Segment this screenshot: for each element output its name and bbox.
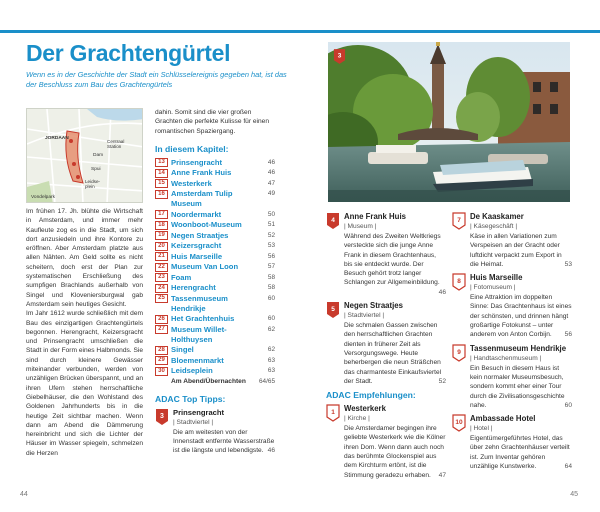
toc-row[interactable] [155,168,275,178]
highlight-entry[interactable] [326,404,446,480]
toc-page: 46 [267,169,275,177]
toc-page: 56 [267,252,275,260]
toc-number: 28 [155,346,168,355]
toc-page: 60 [267,294,275,302]
top-rule [300,30,600,33]
toc-page: 51 [267,221,275,229]
toc-title: Woonboot-Museum [171,220,242,230]
toc-title: Tassenmuseum Hendrikje [171,293,228,313]
toc-page: 50 [267,210,275,218]
entry-description [344,424,446,480]
svg-text:10: 10 [455,419,463,427]
toc-page: 58 [267,284,275,292]
toc-row[interactable] [155,294,275,314]
body-continuation: dahin. Somit sind die vier großen Grachten die perfekte Kulisse für einen romantischen Spaziergang. [155,109,269,135]
highlight-entry[interactable] [452,344,572,410]
district-map [26,108,143,203]
recommendations-heading: ADAC Empfehlungen: [326,390,416,401]
toc-number: 22 [155,263,168,272]
toc-page: 62 [267,325,275,333]
toc-title: Het Grachtenhuis [171,314,235,324]
top-rule [0,30,300,33]
toc-number: 29 [155,356,168,365]
toc-page: 46 [267,158,275,166]
toc-number: 26 [155,315,168,324]
map-marker-icon [452,212,466,230]
toc-extra-label: Am Abend/Übernachten [171,377,246,385]
toc-number: 18 [155,221,168,230]
chapter-contents-list [155,158,275,377]
entry-page: 64 [564,463,572,471]
entry-text: Eine Attraktion im doppelten Sinne: Das Grachtenhaus ist eines der schönsten, und drinnen hängt großartige Fotokunst – unter anderem von Anton Corbijn. [470,294,572,339]
toc-title: Negen Straatjes [171,230,229,240]
chapter-intro: Wenn es in der Geschichte der Stadt ein Schlüsselereignis gegeben hat, ist das der Beschluss zum Bau des Grachtengürtels [26,70,287,89]
entry-category: | Kirche | [344,415,370,423]
toc-title: Leidseplein [171,366,213,376]
toc-page: 63 [267,367,275,375]
highlight-entry[interactable] [452,414,572,471]
toc-row[interactable] [155,345,275,355]
toc-page: 53 [267,242,275,250]
toc-number: 25 [155,294,168,303]
toc-row[interactable] [155,241,275,251]
canal-photo [328,42,570,202]
map-label-vondelpark: Vondelpark [31,195,56,200]
map-label-centraal: Centraal Station [107,139,125,150]
toc-title: Bloemenmarkt [171,355,224,365]
toc-row[interactable] [155,252,275,262]
map-label-spui: Spui [91,167,101,172]
entry-title: Huis Marseille [470,273,523,283]
toc-title: Huis Marseille [171,251,223,261]
toc-title: Noordermarkt [171,209,222,219]
toc-page: 49 [267,190,275,198]
tip-description [173,428,275,456]
toc-title: Keizersgracht [171,241,222,251]
toc-number: 13 [155,158,168,167]
toc-page: 63 [267,356,275,364]
entry-title: Negen Straatjes [344,301,403,311]
map-label-dam: Dam [93,153,104,158]
map-label-leidseplein: Leidse-plein [85,179,101,190]
chapter-contents-heading: In diesem Kapitel: [155,143,229,154]
map-marker-icon [452,273,466,291]
map-label-jordaan: JORDAAN [45,136,69,141]
toc-row[interactable] [155,366,275,376]
toc-page: 47 [267,179,275,187]
tip-badge-number: 3 [160,412,164,420]
entry-text: Während des Zweiten Weltkriegs versteckte sich die junge Anne Frank in diesem Grachtenhaus, bis sie entdeckt wurde. Der Besuch gehört trotz langer Schlangen zur Allgemeinbildung. [344,233,441,287]
entry-text: Die Amsterdamer begingen ihre geliebte Westerkerk wie die Kölner ihren Dom. Wenn dann auch noch das berühmte Glockenspiel aus dem Kirchturm ertönt, ist die Stimmung geradezu erhaben. [344,425,446,479]
entry-page: 60 [564,401,572,409]
entry-category: | Hotel | [470,425,493,433]
toc-row[interactable] [155,273,275,283]
toc-row[interactable] [155,314,275,324]
toc-title: Herengracht [171,283,216,293]
toc-number: 30 [155,367,168,376]
map-marker-icon [326,301,340,319]
body-column-2 [155,108,275,456]
highlights-column-b [452,212,572,475]
highlight-entry[interactable] [326,212,446,297]
toc-page: 62 [267,346,275,354]
entry-description [470,293,572,339]
entry-title: Anne Frank Huis [344,212,406,221]
entry-text: Käse in allen Variationen zum Verspeisen an der Gracht oder luftdicht verpackt zum Export in die Heimat. [470,233,562,268]
toc-page: 58 [267,273,275,281]
toc-title: Foam [171,272,192,282]
toc-number: 23 [155,273,168,282]
toc-page: 60 [267,315,275,323]
toc-number: 21 [155,252,168,261]
toc-page: 52 [267,231,275,239]
entry-title: Ambassade Hotel [470,414,536,424]
toc-extra-page: 64/65 [259,377,275,385]
entry-page: 47 [438,471,446,479]
tip-text: Die am weitesten von der Innenstadt entfernte Wasserstraße ist die längste und lebendigste. [173,428,275,455]
entry-description [344,321,446,386]
toc-row[interactable] [155,189,275,209]
map-marker-icon [326,404,340,422]
toc-page: 57 [267,263,275,271]
toc-title: Anne Frank Huis [171,168,232,178]
toc-number: 24 [155,284,168,293]
highlights-column-a [326,212,446,484]
toc-title: Museum Willet-Holthuysen [171,324,227,344]
page-number-left: 44 [20,491,28,498]
map-marker-icon [155,408,169,426]
toc-row[interactable] [155,262,275,272]
toc-row[interactable] [155,325,275,345]
tip-page: 46 [267,447,275,455]
entry-description [470,434,572,471]
map-marker-icon [452,344,466,362]
body-column-1: Im frühen 17. Jh. blühte die Wirtschaft in Amsterdam, und immer mehr Kaufleute zog es in die Stadt, um sich dort anzusiedeln und ihre Kontore zu eröffnen. Aber Amsterdam platzte aus allen Nähten. Am Geld sollte es nicht scheitern, doch erst der Plan zur systematischen Erschließung des sumpfigen Brachlands außerhalb von Singel und Kloveniersburgwal gab Amsterdam sein heutiges Gesicht. Im Jahr 1612 wurde schließlich mit dem Bau des einzigartigen Grachtengürtels begonnen. Herengracht, Keizersgracht und Prinsengracht umschließen die Stadt in der Form eines Halbmonds. Sie sind durch kleinere Gewässer miteinander verbunden, werden von unzähligen Brücken überspannt, und an ihren Ufern stehen herrschaftliche Giebelhäuser, die den Wohlstand des Goldenen Jahrhunderts bis in die heutige Zeit sichtbar machen. Wenn dann am Abend die Dämmerung hereinbricht und sich die Lichter der Häuser im Wasser spiegeln, schmelzen die Herzen [26,208,143,457]
toc-row[interactable] [155,179,275,189]
svg-text:5: 5 [331,306,335,314]
toc-row[interactable] [155,231,275,241]
entry-title: Tassenmuseum Hendrikje [470,343,567,353]
entry-category: | Stadtviertel | [344,312,385,320]
tip-title: Prinsengracht [173,407,225,417]
svg-text:8: 8 [457,278,461,286]
entry-page: 46 [438,288,446,296]
map-marker-icon [326,212,340,230]
entry-page: 53 [564,260,572,268]
entry-text: Die schmalen Gassen zwischen den herrschaftlichen Grachten dienten in früherer Zeit als Versorgungswege. Heute beherbergen die neun Sträßchen das charmanteste Einkaufsviertel der Stadt. [344,322,442,385]
entry-category: | Fotomuseum | [470,284,516,292]
toc-row[interactable] [155,356,275,366]
svg-text:4: 4 [331,217,335,224]
toc-row[interactable] [155,220,275,230]
top-tips-heading: ADAC Top Tipps: [155,393,226,404]
photo-badge-number: 3 [337,52,342,60]
toc-number: 14 [155,169,168,178]
highlight-entry[interactable] [452,273,572,339]
toc-number: 15 [155,179,168,188]
top-tip-entry[interactable] [155,408,275,456]
highlight-entry[interactable] [326,301,446,386]
toc-number: 16 [155,190,168,199]
chapter-title: Der Grachtengürtel [26,40,231,66]
map-marker-icon [333,48,346,65]
toc-row[interactable] [155,210,275,220]
toc-title: Prinsengracht [171,157,223,167]
entry-description [470,364,572,410]
toc-number: 17 [155,210,168,219]
map-marker-icon [452,414,466,432]
toc-extra-row[interactable] [171,377,275,386]
tip-category: | Stadtviertel | [173,418,214,426]
svg-text:9: 9 [457,348,461,356]
svg-text:7: 7 [457,217,461,224]
highlight-entry[interactable] [452,212,572,269]
entry-category: | Museum | [344,223,377,230]
toc-title: Westerkerk [171,178,212,188]
entry-description [470,232,572,269]
entry-description [344,232,446,296]
toc-row[interactable] [155,283,275,293]
entry-page: 56 [564,331,572,339]
toc-row[interactable] [155,158,275,168]
toc-number: 19 [155,231,168,240]
toc-number: 27 [155,325,168,334]
svg-text:1: 1 [331,409,335,417]
toc-title: Amsterdam Tulip Museum [171,189,233,209]
page-number-right: 45 [570,491,578,498]
toc-number: 20 [155,242,168,251]
entry-text: Ein Besuch in diesem Haus ist kein normaler Museumsbesuch, sondern kommt eher einer Tour durch die Zivilisationsgeschichte nahe. [470,364,565,409]
entry-title: Westerkerk [344,404,386,414]
entry-text: Eigentümergeführtes Hotel, das über zehn Grachtenhäuser verteilt ist. Zum Inventar gehören unzählige Kunstwerke. [470,435,570,471]
right-page [300,0,600,512]
toc-title: Singel [171,345,194,355]
entry-category: | Handtaschenmuseum | [470,354,542,362]
entry-category: | Käsegeschäft | [470,223,518,230]
entry-title: De Kaaskamer [470,212,524,221]
entry-page: 52 [438,377,446,385]
toc-title: Museum Van Loon [171,262,239,272]
